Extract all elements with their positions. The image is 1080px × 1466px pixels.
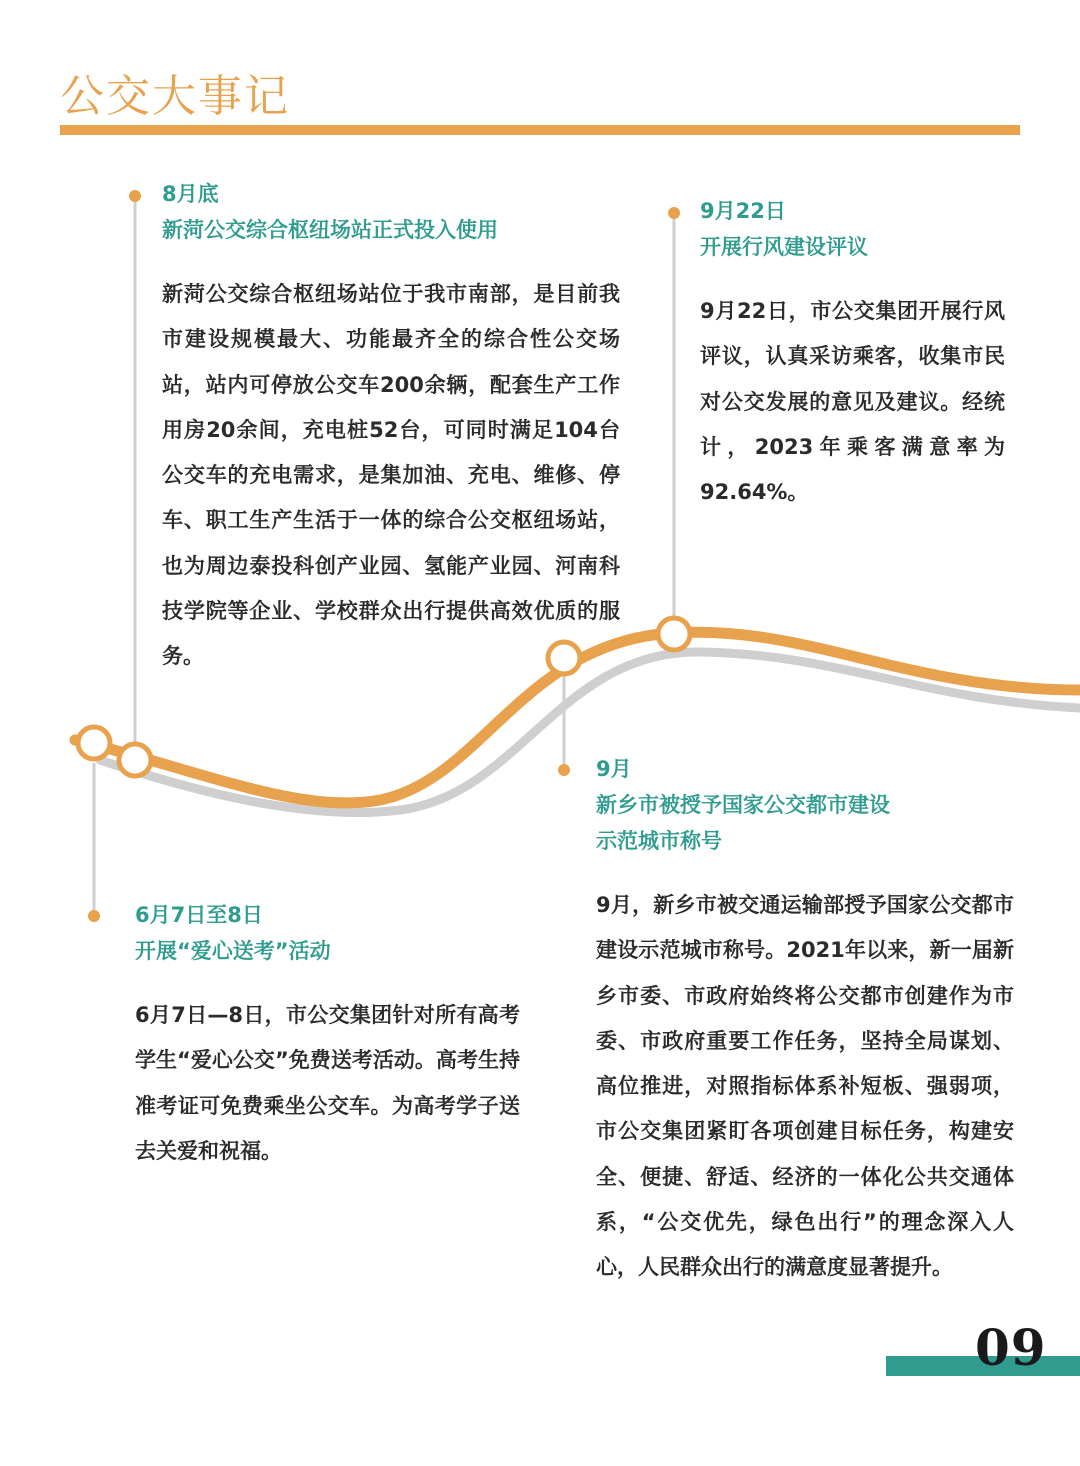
event-date: 8月底	[162, 182, 219, 206]
event-heading-line-1: 新乡市被授予国家公交都市建设	[596, 793, 890, 817]
timeline-node-jun	[78, 727, 110, 759]
event-date: 9月	[596, 757, 632, 781]
event-heading: 开展行风建设评议	[700, 235, 868, 259]
event-body: 9月，新乡市被交通运输部授予国家公交都市建设示范城市称号。2021年以来，新一届新乡市委、市政府始终将公交都市创建作为市委、市政府重要工作任务，坚持全局谋划、高位推进，对照指标体系补短板、强弱项，市公交集团紧盯各项创建目标任务，构建安全、便捷、舒适、经济的一体化公共交通体系，“公交优先，绿色出行”的理念深入人心，人民群众出行的满意度显著提升。	[596, 893, 1014, 1280]
event-body: 新菏公交综合枢纽场站位于我市南部，是目前我市建设规模最大、功能最齐全的综合性公交场站，站内可停放公交车200余辆，配套生产工作用房20余间，充电桩52台，可同时满足104台公交车的充电需求，是集加油、充电、维修、停车、职工生产生活于一体的综合公交枢纽场站，也为周边泰投科创产业园、氢能产业园、河南科技学院等企业、学校群众出行提供高效优质的服务。	[162, 282, 620, 669]
event-heading-line-2: 示范城市称号	[596, 829, 722, 853]
event-date: 9月22日	[700, 199, 786, 223]
event-date: 6月7日至8日	[135, 903, 263, 927]
event-body: 9月22日，市公交集团开展行风评议，认真采访乘客，收集市民对公交发展的意见及建议。经统计，2023年乘客满意率为92.64%。	[700, 299, 1005, 505]
event-heading: 新菏公交综合枢纽场站正式投入使用	[162, 218, 498, 242]
event-body: 6月7日—8日，市公交集团针对所有高考学生“爱心公交”免费送考活动。高考生持准考证可免费乘坐公交车。为高考学子送去关爱和祝福。	[135, 1003, 520, 1163]
event-jun	[135, 897, 520, 1174]
date-bullet-aug	[129, 190, 141, 202]
event-heading: 开展“爱心送考”活动	[135, 939, 331, 963]
date-bullet-sep	[558, 764, 570, 776]
event-aug	[162, 176, 620, 680]
date-bullet-jun	[88, 910, 100, 922]
date-bullet-sep22	[668, 207, 680, 219]
timeline-node-aug	[119, 744, 151, 776]
event-sep22	[700, 193, 1005, 515]
page-title: 公交大事记	[60, 71, 290, 122]
timeline-node-sep22	[658, 618, 690, 650]
event-sep	[596, 751, 1014, 1291]
page-number: 09	[975, 1318, 1047, 1377]
